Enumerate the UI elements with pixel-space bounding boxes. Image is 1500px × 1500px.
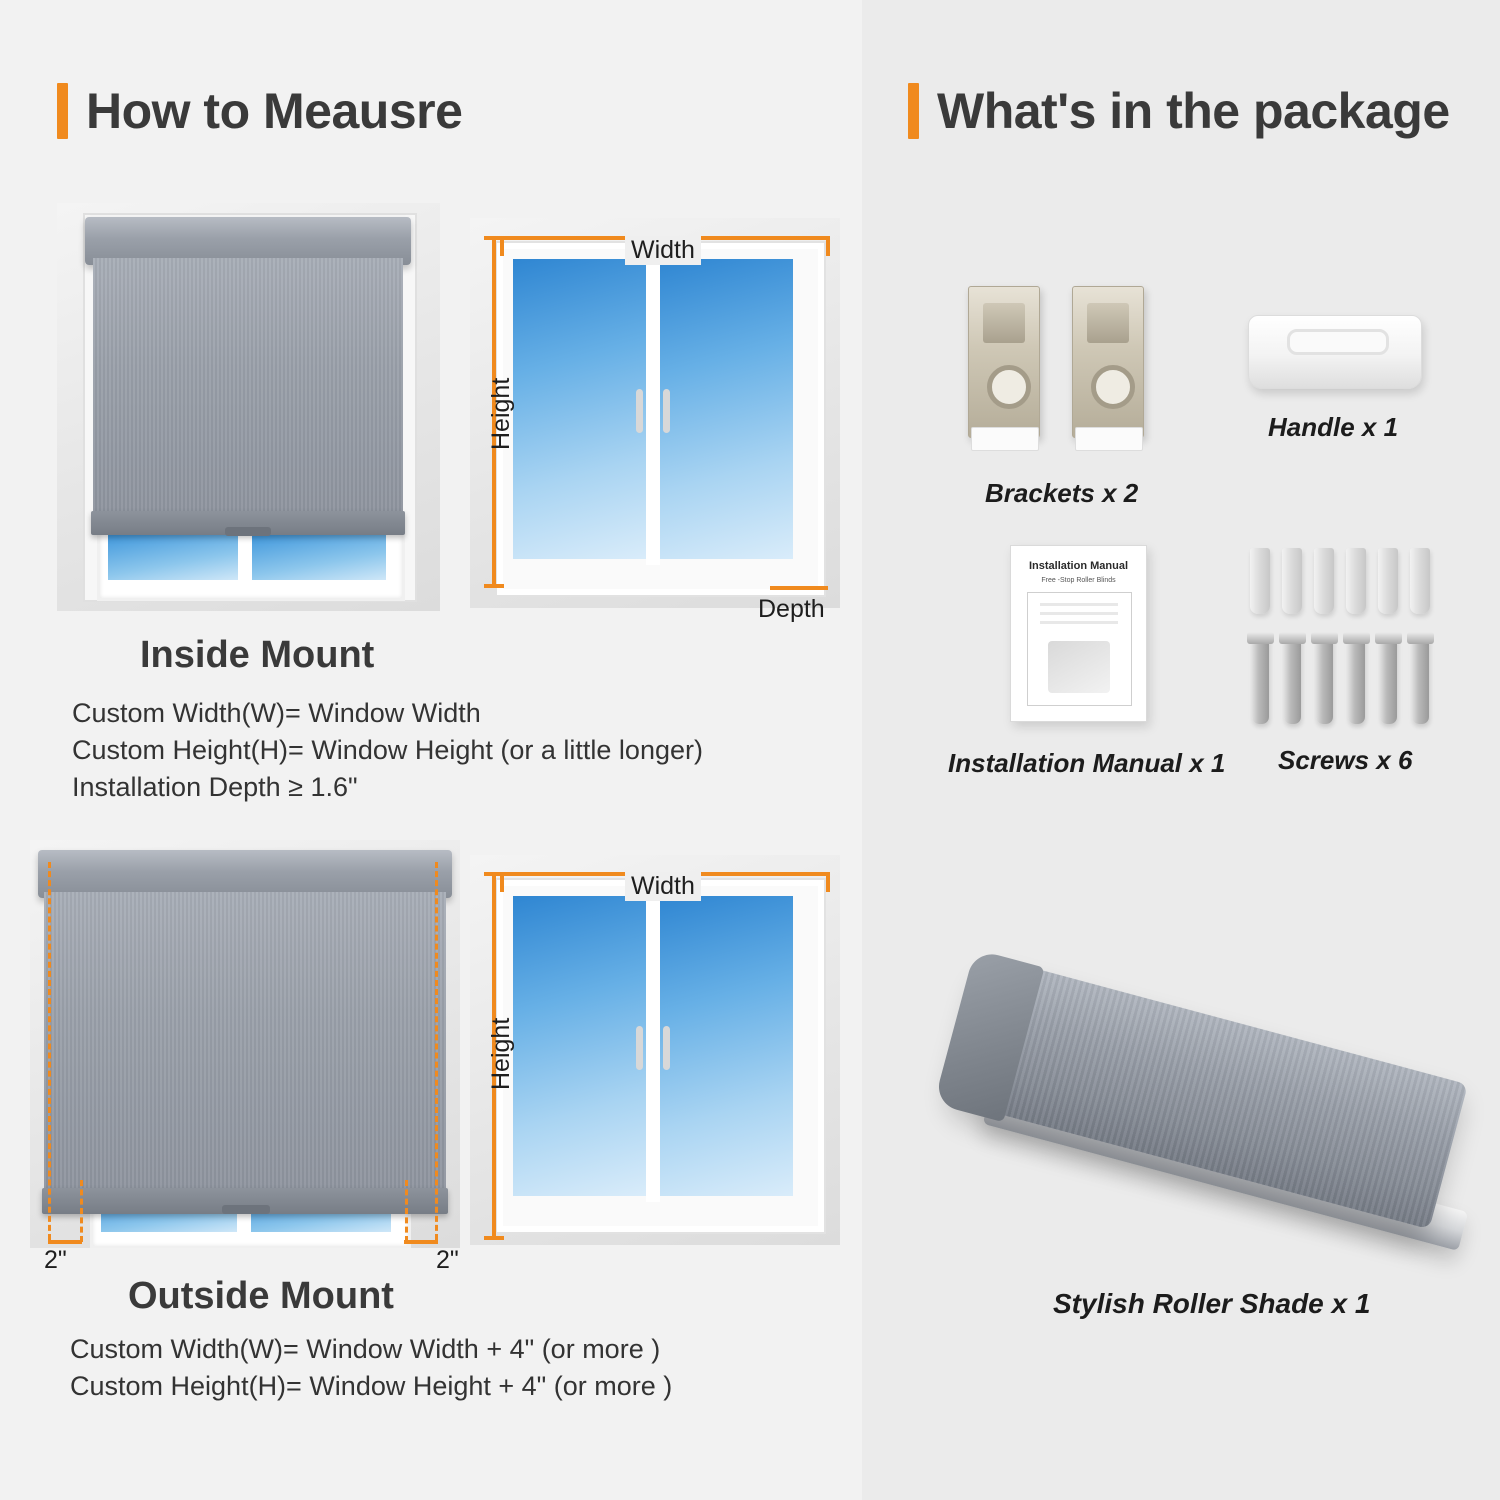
screw-5 bbox=[1380, 638, 1397, 724]
width-tick-right bbox=[826, 236, 830, 256]
screws-caption: Screws x 6 bbox=[1278, 745, 1413, 775]
overhang-right-inner-dash bbox=[405, 1180, 408, 1242]
manual-cover-illustration bbox=[1027, 592, 1132, 706]
accent-bar-icon bbox=[57, 83, 68, 139]
outside-mount-diagram bbox=[470, 855, 840, 1245]
inside-spec-3: Installation Depth ≥ 1.6" bbox=[72, 772, 358, 802]
window-handle-right-icon bbox=[663, 389, 670, 433]
outside-overhang-left-label: 2" bbox=[44, 1246, 67, 1274]
shade-bottom-rail bbox=[91, 511, 405, 535]
shade-bottom-rail bbox=[42, 1188, 448, 1214]
manual-caption: Installation Manual x 1 bbox=[948, 748, 1226, 778]
window-mullion bbox=[646, 253, 660, 565]
bracket-plate bbox=[1075, 427, 1143, 451]
shade-fabric bbox=[44, 892, 446, 1192]
overhang-left-inner-dash bbox=[80, 1180, 83, 1242]
outside-spec-2: Custom Height(H)= Window Height + 4" (or more ) bbox=[70, 1371, 673, 1401]
window-glass-left bbox=[108, 534, 238, 580]
overhang-right-dash bbox=[435, 862, 438, 1240]
outside-mount-caption: Outside Mount bbox=[128, 1275, 394, 1317]
depth-measure-line bbox=[770, 586, 828, 590]
height-tick-bottom bbox=[484, 584, 504, 588]
manual-cover-title: Installation Manual bbox=[1028, 560, 1128, 572]
wall-anchor-6 bbox=[1410, 548, 1430, 614]
wall-anchor-1 bbox=[1250, 548, 1270, 614]
brackets-caption: Brackets x 2 bbox=[985, 478, 1139, 508]
outside-spec-1: Custom Width(W)= Window Width + 4" (or more ) bbox=[70, 1334, 661, 1364]
wall-anchor-3 bbox=[1314, 548, 1334, 614]
window-handle-left-icon bbox=[636, 1026, 643, 1070]
accent-bar-icon bbox=[908, 83, 919, 139]
window-frame bbox=[497, 243, 824, 595]
package-title-text: What's in the package bbox=[937, 83, 1450, 139]
wall-anchor-4 bbox=[1346, 548, 1366, 614]
inside-width-label: Width bbox=[625, 236, 701, 265]
window-glass-right bbox=[660, 259, 793, 559]
outside-mount-photo bbox=[30, 840, 460, 1248]
window-handle-left-icon bbox=[636, 389, 643, 433]
bracket-plate bbox=[971, 427, 1039, 451]
outside-overhang-right-label: 2" bbox=[436, 1246, 459, 1274]
manual-cover-subtitle: Free -Stop Roller Blinds bbox=[1041, 577, 1116, 584]
inside-spec-2: Custom Height(H)= Window Height (or a little longer) bbox=[72, 735, 703, 765]
inside-mount-photo bbox=[57, 203, 440, 611]
window-frame bbox=[497, 880, 824, 1232]
handle-item bbox=[1248, 315, 1422, 389]
screw-1 bbox=[1252, 638, 1269, 724]
screw-3 bbox=[1316, 638, 1333, 724]
how-to-measure-title bbox=[57, 82, 462, 140]
window-glass-left bbox=[513, 259, 646, 559]
inside-mount-caption: Inside Mount bbox=[140, 634, 375, 676]
inside-depth-label: Depth bbox=[758, 595, 825, 623]
roller-shade-item bbox=[975, 935, 1495, 1255]
width-tick-left bbox=[500, 236, 504, 256]
width-tick-right bbox=[826, 872, 830, 892]
shade-valance bbox=[38, 850, 452, 898]
outside-height-label: Height bbox=[487, 1017, 515, 1090]
window-glass-right bbox=[252, 534, 386, 580]
bracket-item-2 bbox=[1072, 286, 1144, 438]
wall-anchor-2 bbox=[1282, 548, 1302, 614]
package-title bbox=[908, 82, 1450, 140]
outside-width-label: Width bbox=[625, 872, 701, 901]
height-tick-bottom bbox=[484, 1236, 504, 1240]
screw-4 bbox=[1348, 638, 1365, 724]
shade-handle-icon bbox=[225, 527, 271, 536]
screw-2 bbox=[1284, 638, 1301, 724]
inside-spec-1: Custom Width(W)= Window Width bbox=[72, 698, 481, 728]
inside-mount-diagram bbox=[470, 218, 840, 608]
how-to-measure-title-text: How to Meausre bbox=[86, 83, 463, 139]
shade-handle-icon bbox=[222, 1205, 270, 1214]
window-mullion bbox=[646, 890, 660, 1202]
overhang-right-line bbox=[404, 1240, 438, 1244]
screw-6 bbox=[1412, 638, 1429, 724]
overhang-left-dash bbox=[48, 862, 51, 1240]
width-tick-left bbox=[500, 872, 504, 892]
window-glass-right bbox=[660, 896, 793, 1196]
window-glass-left bbox=[513, 896, 646, 1196]
handle-caption: Handle x 1 bbox=[1268, 412, 1399, 442]
wall-anchor-5 bbox=[1378, 548, 1398, 614]
overhang-left-line bbox=[48, 1240, 82, 1244]
installation-manual-item bbox=[1010, 545, 1147, 722]
bracket-item-1 bbox=[968, 286, 1040, 438]
roller-shade-caption: Stylish Roller Shade x 1 bbox=[1053, 1288, 1371, 1319]
inside-height-label: Height bbox=[487, 377, 515, 450]
shade-fabric bbox=[93, 258, 403, 513]
window-handle-right-icon bbox=[663, 1026, 670, 1070]
